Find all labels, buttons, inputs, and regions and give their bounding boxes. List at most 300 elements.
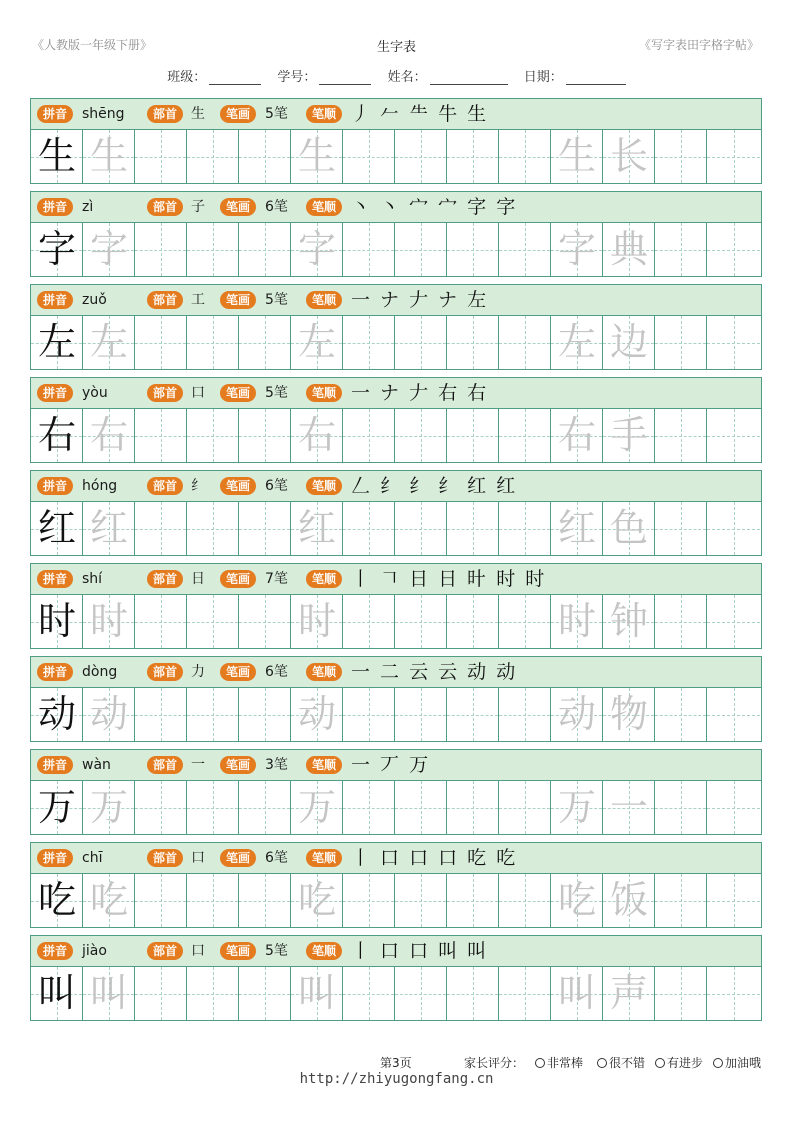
grid-cell[interactable] (83, 781, 135, 834)
grid-cell[interactable] (135, 688, 187, 741)
char-info-bar (31, 378, 761, 409)
pinyin-tag: 拼音 (37, 849, 73, 867)
radical-text: 一 (191, 757, 205, 773)
grid-cell[interactable] (499, 223, 551, 276)
grid-cell[interactable] (603, 688, 655, 741)
grid-cell[interactable] (135, 223, 187, 276)
grid-cell[interactable] (447, 967, 499, 1020)
date-field: 日期： (524, 66, 626, 85)
grid-cell[interactable] (187, 781, 239, 834)
char-info-bar (31, 657, 761, 688)
radical-tag: 部首 (147, 198, 183, 216)
order-tag: 笔顺 (306, 570, 342, 588)
tianzige-grid (31, 316, 761, 369)
grid-cell[interactable] (395, 223, 447, 276)
grid-cell[interactable] (31, 874, 83, 927)
name-blank[interactable] (430, 70, 508, 85)
grid-cell[interactable] (31, 595, 83, 648)
student-id-field: 学号： (277, 66, 371, 85)
radical-text: 子 (191, 199, 205, 215)
stroke-order: 一 ナ 𠂇 ナ 左 (351, 289, 489, 311)
pinyin-tag: 拼音 (37, 942, 73, 960)
pinyin-text: zuǒ (82, 292, 107, 308)
grid-cell[interactable] (291, 781, 343, 834)
stroke-order: 丶 丶 宀 宀 字 字 (351, 196, 518, 218)
radical-text: 生 (191, 106, 205, 122)
grid-cell[interactable] (187, 967, 239, 1020)
grid-cell[interactable] (655, 316, 707, 369)
char-block (30, 191, 762, 277)
grid-cell[interactable] (603, 316, 655, 369)
grid-cell[interactable] (187, 595, 239, 648)
trace-character: 吃 (557, 878, 596, 922)
char-block (30, 377, 762, 463)
grid-cell[interactable] (655, 502, 707, 555)
strokes-text: 3笔 (265, 757, 288, 773)
stroke-order: 一 ナ 𠂇 右 右 (351, 382, 489, 404)
grid-cell[interactable] (447, 409, 499, 462)
radical-text: 纟 (191, 478, 205, 494)
trace-character: 钟 (609, 599, 648, 643)
grid-cell[interactable] (31, 130, 83, 183)
grid-cell[interactable] (499, 874, 551, 927)
tianzige-grid (31, 595, 761, 648)
trace-character: 时 (89, 599, 128, 643)
radical-text: 日 (191, 571, 205, 587)
grid-cell[interactable] (83, 967, 135, 1020)
grid-cell[interactable] (707, 409, 760, 462)
rating-option[interactable]: 非常棒 (535, 1054, 583, 1071)
page-title: 生字表 (376, 40, 416, 55)
stroke-order: 丨 口 口 口 吃 吃 (351, 847, 518, 869)
grid-cell[interactable] (135, 409, 187, 462)
grid-cell[interactable] (447, 781, 499, 834)
char-block (30, 935, 762, 1021)
grid-cell[interactable] (187, 874, 239, 927)
grid-cell[interactable] (707, 967, 760, 1020)
strokes-tag: 笔画 (220, 663, 256, 681)
grid-cell[interactable] (551, 223, 603, 276)
grid-cell[interactable] (499, 967, 551, 1020)
grid-cell[interactable] (343, 688, 395, 741)
strokes-tag: 笔画 (220, 198, 256, 216)
grid-cell[interactable] (655, 595, 707, 648)
stroke-order: 丨 𠃍 日 日 旪 时 时 (351, 568, 547, 590)
grid-cell[interactable] (499, 688, 551, 741)
grid-cell[interactable] (551, 409, 603, 462)
order-tag: 笔顺 (306, 384, 342, 402)
grid-cell[interactable] (707, 223, 760, 276)
model-character: 动 (37, 692, 76, 736)
grid-cell[interactable] (31, 967, 83, 1020)
char-block (30, 563, 762, 649)
radical-text: 口 (191, 850, 205, 866)
grid-cell[interactable] (395, 316, 447, 369)
grid-cell[interactable] (135, 595, 187, 648)
model-character: 字 (37, 227, 76, 271)
radical-text: 口 (191, 943, 205, 959)
grid-cell[interactable] (551, 874, 603, 927)
trace-character: 吃 (89, 878, 128, 922)
grid-cell[interactable] (395, 130, 447, 183)
grid-cell[interactable] (499, 502, 551, 555)
tianzige-grid (31, 223, 761, 276)
grid-cell[interactable] (291, 502, 343, 555)
char-info-bar (31, 99, 761, 130)
pinyin-text: zì (82, 199, 94, 215)
grid-cell[interactable] (291, 595, 343, 648)
trace-character: 动 (89, 692, 128, 736)
grid-cell[interactable] (603, 223, 655, 276)
grid-cell[interactable] (239, 688, 291, 741)
parent-eval-label: 家长评分： (464, 1056, 525, 1070)
grid-cell[interactable] (499, 781, 551, 834)
pinyin-tag: 拼音 (37, 291, 73, 309)
grid-cell[interactable] (707, 595, 760, 648)
grid-cell[interactable] (239, 781, 291, 834)
trace-character: 叫 (297, 971, 336, 1015)
grid-cell[interactable] (447, 595, 499, 648)
grid-cell[interactable] (83, 502, 135, 555)
grid-cell[interactable] (447, 223, 499, 276)
grid-cell[interactable] (135, 781, 187, 834)
trace-character: 吃 (297, 878, 336, 922)
pinyin-text: jiào (82, 943, 107, 959)
grid-cell[interactable] (551, 781, 603, 834)
trace-character: 左 (557, 320, 596, 364)
model-character: 万 (37, 785, 76, 829)
grid-cell[interactable] (499, 595, 551, 648)
grid-cell[interactable] (551, 316, 603, 369)
grid-cell[interactable] (655, 223, 707, 276)
char-block (30, 656, 762, 742)
grid-cell[interactable] (239, 967, 291, 1020)
grid-cell[interactable] (551, 130, 603, 183)
rating-option[interactable]: 加油哦 (713, 1054, 761, 1071)
char-block (30, 98, 762, 184)
grid-cell[interactable] (395, 409, 447, 462)
grid-cell[interactable] (83, 223, 135, 276)
trace-character: 边 (609, 320, 648, 364)
tianzige-grid (31, 874, 761, 927)
grid-cell[interactable] (551, 688, 603, 741)
grid-cell[interactable] (603, 781, 655, 834)
trace-character: 动 (557, 692, 596, 736)
order-tag: 笔顺 (306, 756, 342, 774)
grid-cell[interactable] (447, 874, 499, 927)
trace-character: 生 (297, 134, 336, 178)
grid-cell[interactable] (603, 595, 655, 648)
grid-cell[interactable] (395, 781, 447, 834)
trace-character: 时 (557, 599, 596, 643)
grid-cell[interactable] (551, 967, 603, 1020)
grid-cell[interactable] (343, 967, 395, 1020)
strokes-tag: 笔画 (220, 477, 256, 495)
grid-cell[interactable] (395, 595, 447, 648)
order-tag: 笔顺 (306, 663, 342, 681)
trace-character: 万 (297, 785, 336, 829)
site-url[interactable]: http://zhiyugongfang.cn (299, 1071, 494, 1087)
strokes-text: 6笔 (265, 664, 288, 680)
grid-cell[interactable] (707, 316, 760, 369)
radical-text: 工 (191, 292, 205, 308)
pinyin-tag: 拼音 (37, 198, 73, 216)
grid-cell[interactable] (291, 316, 343, 369)
grid-cell[interactable] (603, 130, 655, 183)
grid-cell[interactable] (603, 502, 655, 555)
grid-cell[interactable] (655, 967, 707, 1020)
stroke-order: 一 二 云 云 动 动 (351, 661, 518, 683)
char-block (30, 284, 762, 370)
radical-tag: 部首 (147, 663, 183, 681)
grid-cell[interactable] (187, 409, 239, 462)
grid-cell[interactable] (31, 502, 83, 555)
grid-cell[interactable] (707, 130, 760, 183)
grid-cell[interactable] (239, 502, 291, 555)
pinyin-text: dòng (82, 664, 118, 680)
pinyin-text: hóng (82, 478, 118, 494)
grid-cell[interactable] (239, 874, 291, 927)
char-info-bar (31, 285, 761, 316)
grid-cell[interactable] (655, 874, 707, 927)
trace-character: 长 (609, 134, 648, 178)
grid-cell[interactable] (707, 874, 760, 927)
grid-cell[interactable] (291, 409, 343, 462)
pinyin-tag: 拼音 (37, 384, 73, 402)
model-character: 吃 (37, 878, 76, 922)
stroke-order: 𠃋 纟 纟 纟 红 红 (351, 475, 518, 497)
radio-circle-icon (597, 1058, 607, 1068)
trace-character: 物 (609, 692, 648, 736)
trace-character: 右 (557, 413, 596, 457)
char-info-bar (31, 750, 761, 781)
grid-cell[interactable] (83, 409, 135, 462)
grid-cell[interactable] (135, 874, 187, 927)
pinyin-tag: 拼音 (37, 570, 73, 588)
order-tag: 笔顺 (306, 942, 342, 960)
strokes-text: 5笔 (265, 385, 288, 401)
grid-cell[interactable] (291, 967, 343, 1020)
order-tag: 笔顺 (306, 849, 342, 867)
grid-cell[interactable] (551, 502, 603, 555)
tianzige-grid (31, 409, 761, 462)
model-character: 左 (37, 320, 76, 364)
char-info-bar (31, 471, 761, 502)
stroke-order: 一 丆 万 (351, 754, 431, 776)
grid-cell[interactable] (291, 130, 343, 183)
char-block (30, 470, 762, 556)
grid-cell[interactable] (447, 688, 499, 741)
trace-character: 字 (297, 227, 336, 271)
trace-character: 万 (557, 785, 596, 829)
grid-cell[interactable] (239, 409, 291, 462)
grid-cell[interactable] (343, 316, 395, 369)
strokes-text: 5笔 (265, 943, 288, 959)
page-header (0, 36, 793, 54)
trace-character: 手 (609, 413, 648, 457)
strokes-tag: 笔画 (220, 849, 256, 867)
radical-tag: 部首 (147, 477, 183, 495)
student-info (0, 66, 793, 85)
strokes-tag: 笔画 (220, 291, 256, 309)
grid-cell[interactable] (707, 781, 760, 834)
model-character: 红 (37, 506, 76, 550)
grid-cell[interactable] (707, 688, 760, 741)
grid-cell[interactable] (655, 781, 707, 834)
grid-cell[interactable] (239, 130, 291, 183)
grid-cell[interactable] (707, 502, 760, 555)
grid-cell[interactable] (447, 130, 499, 183)
name-field: 姓名： (388, 66, 508, 85)
grid-cell[interactable] (343, 874, 395, 927)
char-info-bar (31, 843, 761, 874)
strokes-tag: 笔画 (220, 105, 256, 123)
grid-cell[interactable] (343, 130, 395, 183)
grid-cell[interactable] (239, 223, 291, 276)
grid-cell[interactable] (655, 409, 707, 462)
grid-cell[interactable] (603, 409, 655, 462)
trace-character: 右 (297, 413, 336, 457)
grid-cell[interactable] (343, 409, 395, 462)
grid-cell[interactable] (239, 316, 291, 369)
grid-cell[interactable] (499, 409, 551, 462)
char-info-bar (31, 564, 761, 595)
grid-cell[interactable] (343, 595, 395, 648)
order-tag: 笔顺 (306, 198, 342, 216)
radio-circle-icon (655, 1058, 665, 1068)
order-tag: 笔顺 (306, 477, 342, 495)
grid-cell[interactable] (395, 967, 447, 1020)
model-character: 叫 (37, 971, 76, 1015)
strokes-text: 5笔 (265, 292, 288, 308)
grid-cell[interactable] (83, 130, 135, 183)
grid-cell[interactable] (395, 502, 447, 555)
grid-cell[interactable] (31, 781, 83, 834)
grid-cell[interactable] (187, 223, 239, 276)
grid-cell[interactable] (135, 967, 187, 1020)
pinyin-text: shēng (82, 106, 125, 122)
trace-character: 典 (609, 227, 648, 271)
grid-cell[interactable] (31, 316, 83, 369)
strokes-text: 6笔 (265, 199, 288, 215)
stroke-order: 丿 𠂉 ⺧ 牛 生 (351, 103, 489, 125)
grid-cell[interactable] (135, 316, 187, 369)
strokes-text: 6笔 (265, 478, 288, 494)
grid-cell[interactable] (395, 874, 447, 927)
pinyin-text: chī (82, 850, 103, 866)
grid-cell[interactable] (499, 130, 551, 183)
page-number: 第3页 (380, 1056, 412, 1070)
trace-character: 动 (297, 692, 336, 736)
grid-cell[interactable] (187, 316, 239, 369)
grid-cell[interactable] (655, 688, 707, 741)
grid-cell[interactable] (655, 130, 707, 183)
trace-character: 红 (297, 506, 336, 550)
trace-character: 声 (609, 971, 648, 1015)
trace-character: 一 (609, 785, 648, 829)
grid-cell[interactable] (135, 502, 187, 555)
trace-character: 左 (89, 320, 128, 364)
strokes-text: 6笔 (265, 850, 288, 866)
grid-cell[interactable] (343, 502, 395, 555)
rating-option[interactable]: 有进步 (655, 1054, 703, 1071)
radical-tag: 部首 (147, 570, 183, 588)
pinyin-text: yòu (82, 385, 108, 401)
rating-option[interactable]: 很不错 (597, 1054, 645, 1071)
char-block (30, 842, 762, 928)
radical-text: 力 (191, 664, 205, 680)
tianzige-grid (31, 688, 761, 741)
char-info-bar (31, 936, 761, 967)
class-field: 班级： (167, 66, 261, 85)
grid-cell[interactable] (291, 223, 343, 276)
trace-character: 字 (557, 227, 596, 271)
grid-cell[interactable] (83, 595, 135, 648)
model-character: 时 (37, 599, 76, 643)
grid-cell[interactable] (447, 502, 499, 555)
radical-tag: 部首 (147, 105, 183, 123)
radical-tag: 部首 (147, 756, 183, 774)
book-label: 《写字表田字格字帖》 (638, 38, 759, 52)
tianzige-grid (31, 781, 761, 834)
grid-cell[interactable] (447, 316, 499, 369)
grid-cell[interactable] (187, 130, 239, 183)
grid-cell[interactable] (395, 688, 447, 741)
grid-cell[interactable] (31, 409, 83, 462)
tianzige-grid (31, 967, 761, 1020)
grid-cell[interactable] (343, 781, 395, 834)
grid-cell[interactable] (31, 223, 83, 276)
trace-character: 叫 (89, 971, 128, 1015)
trace-character: 生 (89, 134, 128, 178)
strokes-tag: 笔画 (220, 756, 256, 774)
grid-cell[interactable] (603, 967, 655, 1020)
char-info-bar (31, 192, 761, 223)
grid-cell[interactable] (187, 688, 239, 741)
order-tag: 笔顺 (306, 291, 342, 309)
class-blank[interactable] (209, 70, 261, 85)
date-blank[interactable] (566, 70, 626, 85)
trace-character: 时 (297, 599, 336, 643)
grid-cell[interactable] (551, 595, 603, 648)
grid-cell[interactable] (31, 688, 83, 741)
radio-circle-icon (535, 1058, 545, 1068)
trace-character: 字 (89, 227, 128, 271)
radio-circle-icon (713, 1058, 723, 1068)
trace-character: 右 (89, 413, 128, 457)
grid-cell[interactable] (499, 316, 551, 369)
grid-cell[interactable] (135, 130, 187, 183)
grid-cell[interactable] (83, 316, 135, 369)
grid-cell[interactable] (343, 223, 395, 276)
grid-cell[interactable] (291, 874, 343, 927)
trace-character: 红 (89, 506, 128, 550)
trace-character: 生 (557, 134, 596, 178)
stroke-order: 丨 口 口 叫 叫 (351, 940, 489, 962)
trace-character: 饭 (609, 878, 648, 922)
grid-cell[interactable] (291, 688, 343, 741)
grid-cell[interactable] (83, 688, 135, 741)
student-id-blank[interactable] (319, 70, 371, 85)
grid-cell[interactable] (83, 874, 135, 927)
grid-cell[interactable] (187, 502, 239, 555)
radical-text: 口 (191, 385, 205, 401)
strokes-tag: 笔画 (220, 384, 256, 402)
strokes-tag: 笔画 (220, 570, 256, 588)
grid-cell[interactable] (603, 874, 655, 927)
grid-cell[interactable] (239, 595, 291, 648)
strokes-tag: 笔画 (220, 942, 256, 960)
